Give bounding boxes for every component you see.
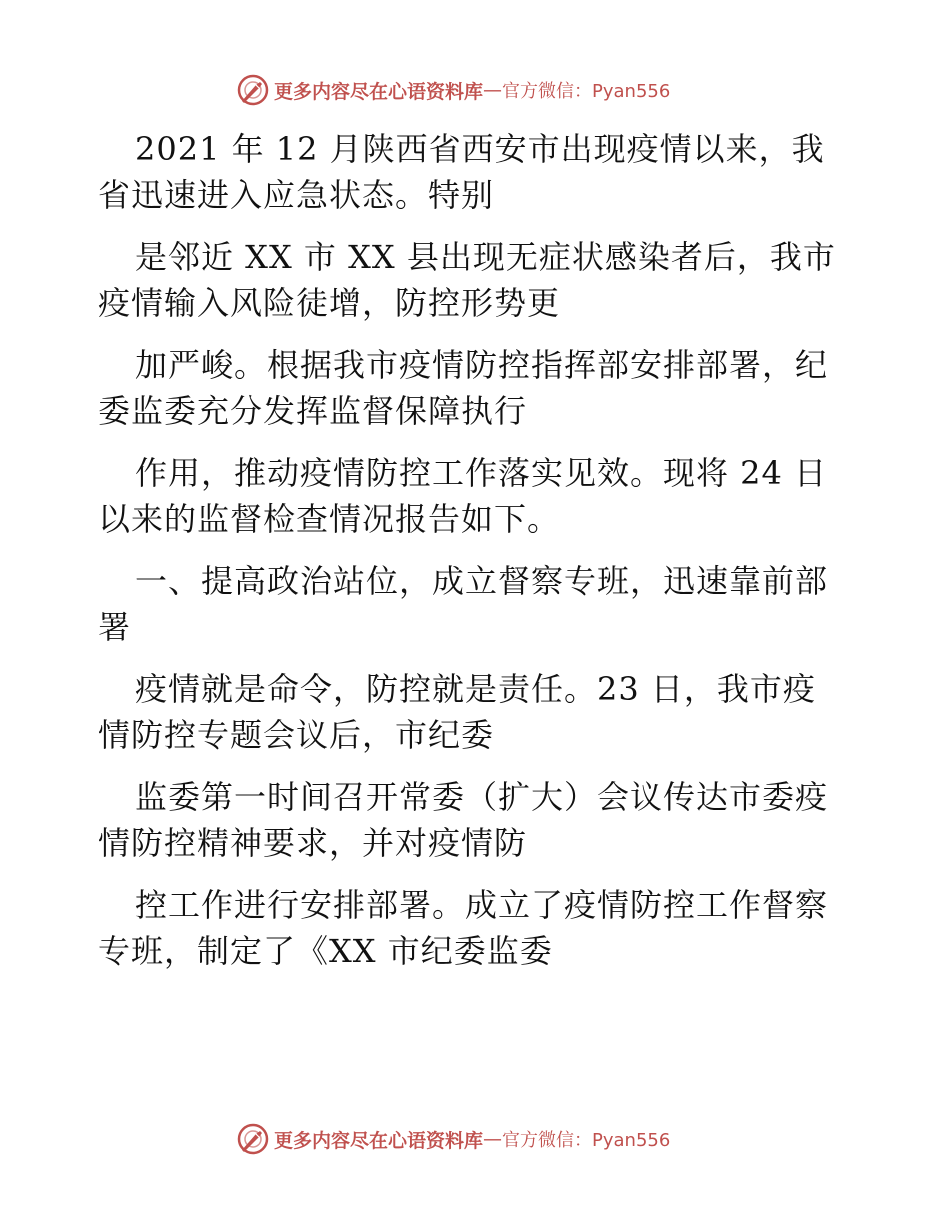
paragraph-line: 监委第一时间召开常委（扩大）会议传达市委疫 [135, 778, 829, 816]
paragraph-line: 情防控专题会议后，市纪委 [98, 716, 495, 754]
paragraph [98, 450, 858, 542]
paragraph-line: 疫情输入风险徒增，防控形势更 [98, 284, 561, 322]
paragraph [98, 666, 858, 758]
paragraph-line: 专班，制定了《XX 市纪委监委 [98, 932, 553, 970]
paragraph-line: 加严峻。根据我市疫情防控指挥部安排部署，纪 [135, 346, 829, 384]
paragraph-line: 2021 年 12 月陕西省西安市出现疫情以来，我 [135, 130, 825, 168]
paragraph-line: 署 [98, 608, 132, 646]
section-heading [98, 558, 858, 650]
paragraph [98, 126, 858, 218]
paragraph [98, 234, 858, 326]
paragraph [98, 774, 858, 866]
paragraph-line: 以来的监督检查情况报告如下。 [98, 500, 561, 538]
banner-wechat: 官方微信：Pyan556 [502, 81, 671, 102]
banner-separator: — [483, 79, 503, 101]
paragraph-line: 委监委充分发挥监督保障执行 [98, 392, 528, 430]
paragraph-line: 控工作进行安排部署。成立了疫情防控工作督察 [135, 886, 829, 924]
paragraph [98, 342, 858, 434]
pen-logo-icon [236, 1122, 270, 1156]
banner-title: 更多内容尽在心语资料库 [274, 1129, 484, 1152]
paragraph-line: 作用，推动疫情防控工作落实见效。现将 24 日 [135, 454, 828, 492]
document-body [98, 126, 858, 990]
footer-banner [236, 1121, 670, 1157]
paragraph-line: 疫情就是命令，防控就是责任。23 日，我市疫 [135, 670, 816, 708]
paragraph-line: 是邻近 XX 市 XX 县出现无症状感染者后，我市 [135, 238, 836, 276]
paragraph [98, 882, 858, 974]
banner-title: 更多内容尽在心语资料库 [274, 80, 484, 103]
banner-separator: — [483, 1128, 503, 1150]
paragraph-line: 情防控精神要求，并对疫情防 [98, 824, 528, 862]
banner-wechat: 官方微信：Pyan556 [502, 1130, 671, 1151]
paragraph-line: 省迅速进入应急状态。特别 [98, 176, 495, 214]
header-banner [236, 72, 670, 108]
pen-logo-icon [236, 73, 270, 107]
paragraph-line: 一、提高政治站位，成立督察专班，迅速靠前部 [135, 562, 829, 600]
